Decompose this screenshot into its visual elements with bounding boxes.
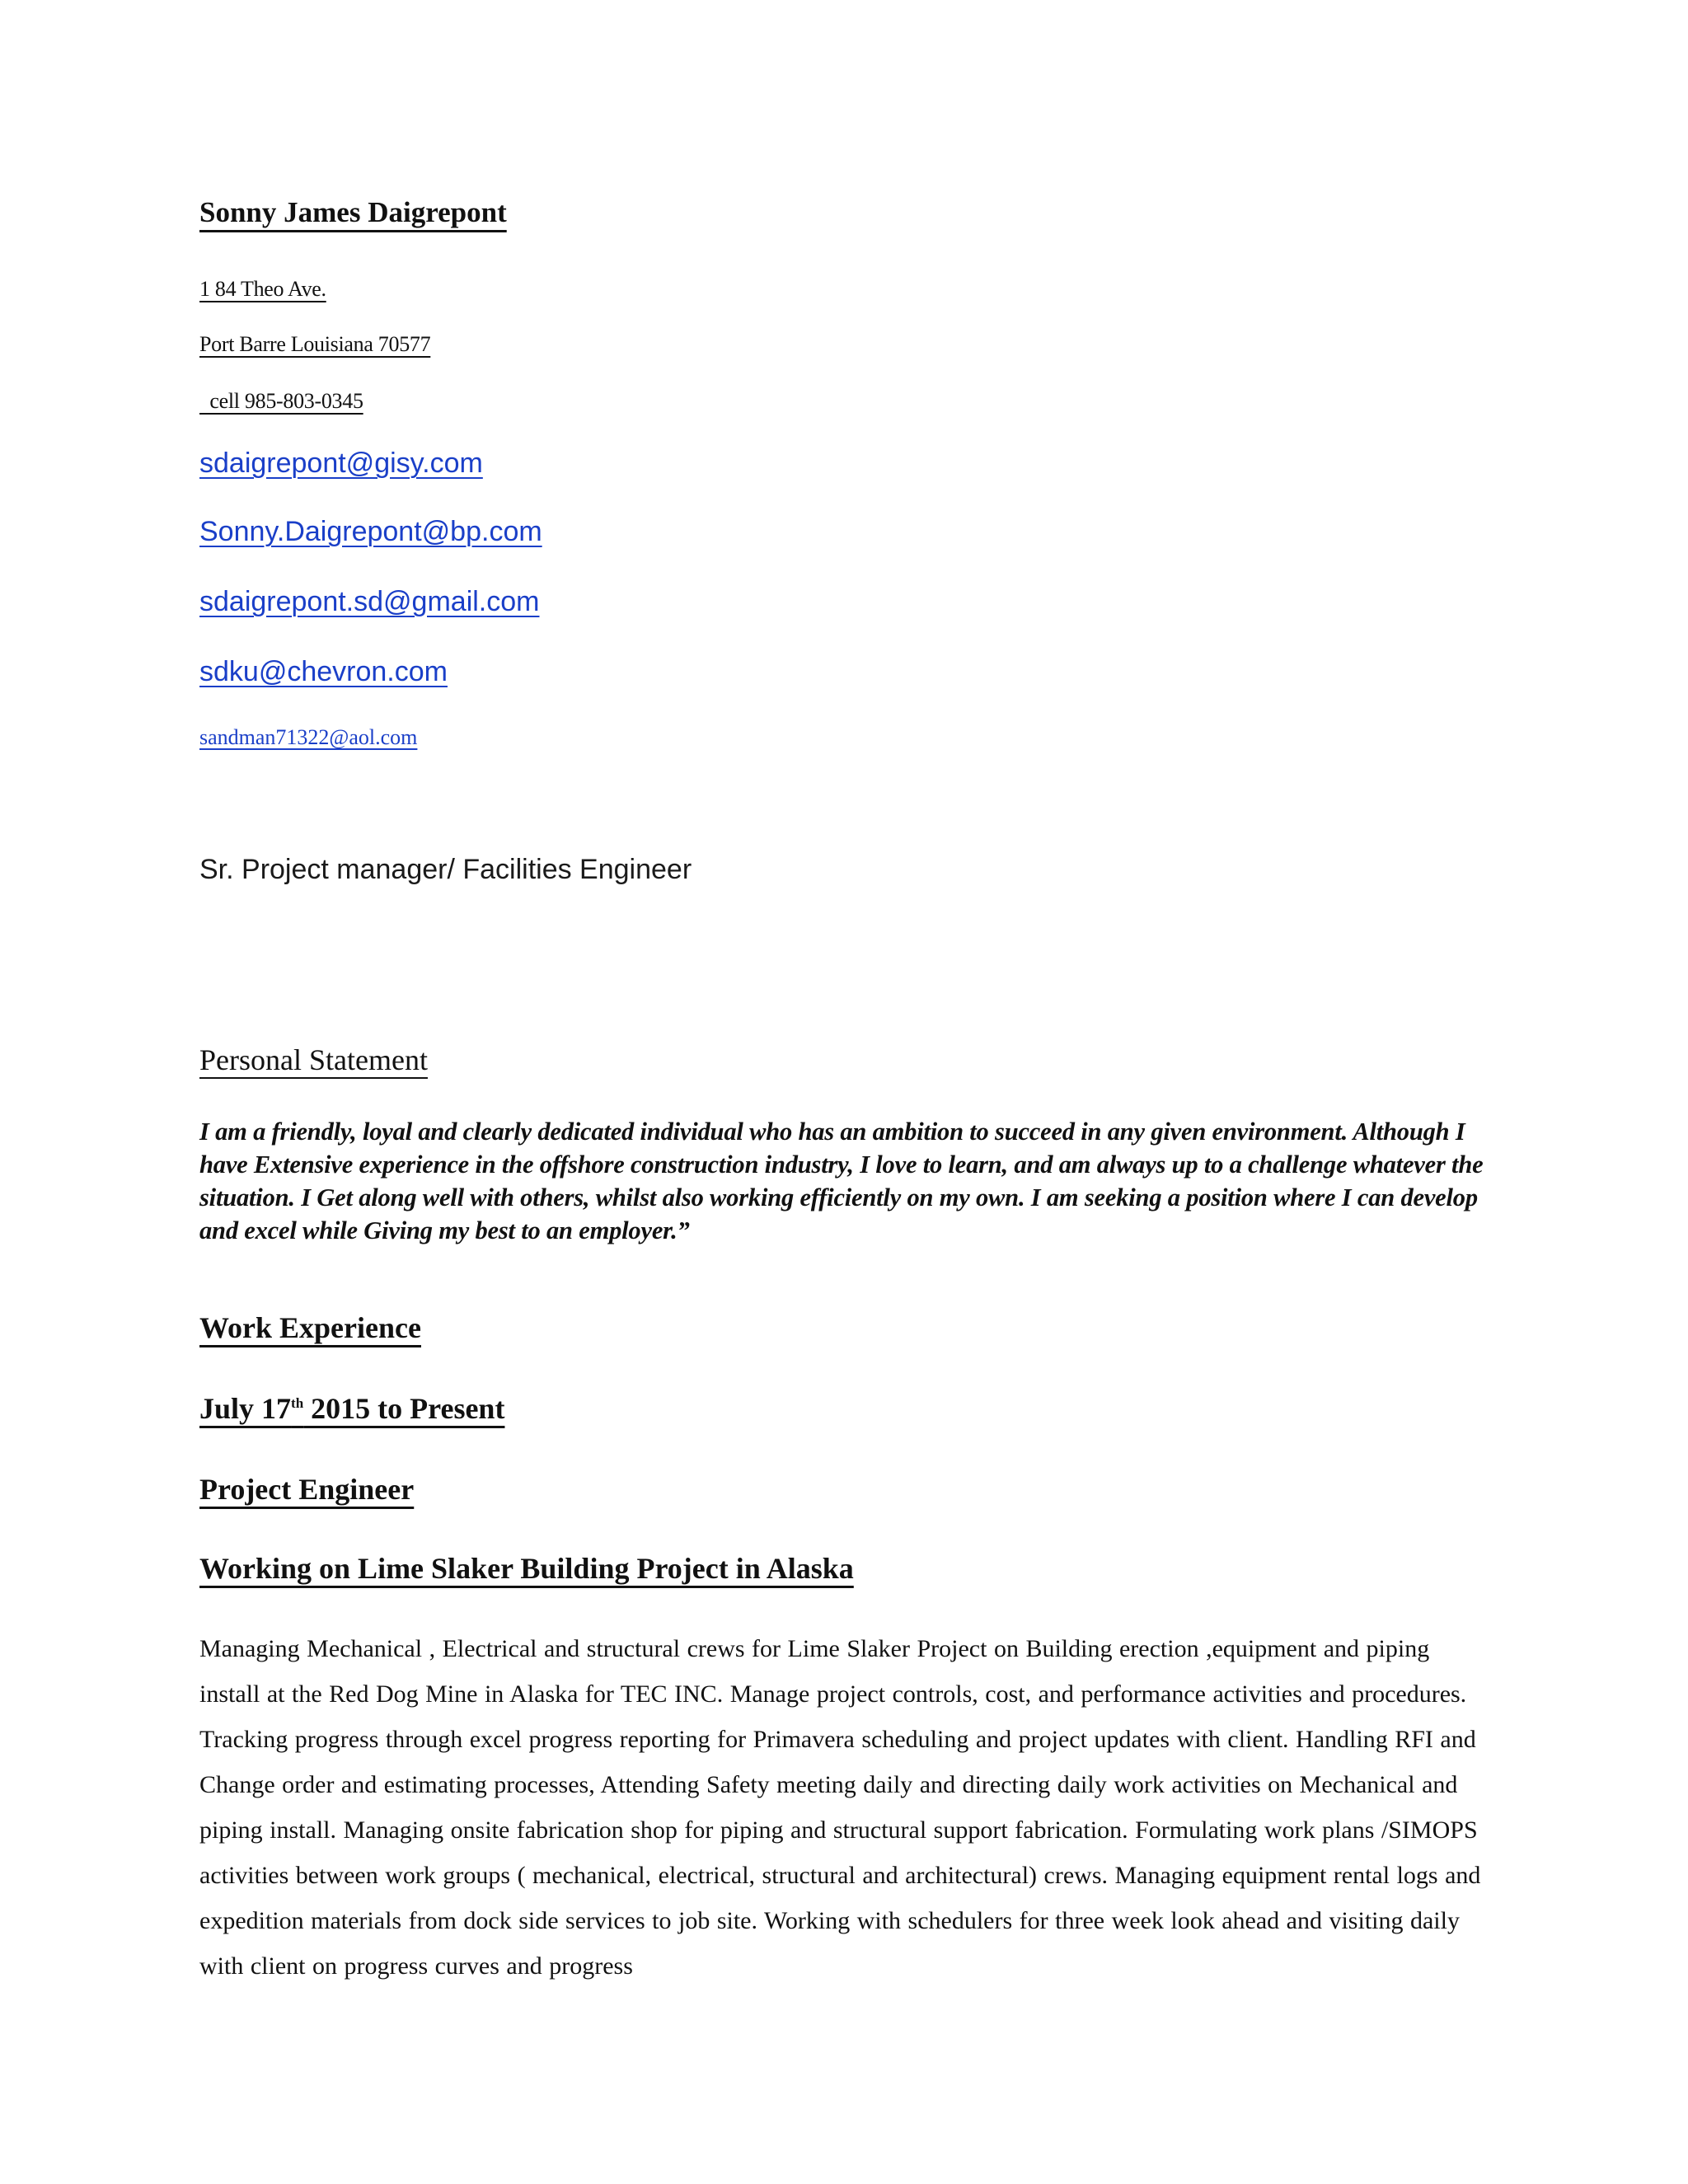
project-title: Working on Lime Slaker Building Project in Alaska [199,1552,854,1585]
employment-date-end: 2015 to Present [303,1392,505,1425]
address-street: 1 84 Theo Ave. [199,277,326,301]
address-city: Port Barre Louisiana 70577 [199,332,431,356]
email-link-gisy[interactable]: sdaigrepont@gisy.com [199,448,483,479]
role-title: Project Engineer [199,1473,415,1506]
email-link-chevron[interactable]: sdku@chevron.com [199,656,448,687]
applicant-name: Sonny James Daigrepont [199,196,507,228]
email-link-bp[interactable]: Sonny.Daigrepont@bp.com [199,516,542,547]
employment-date-start: July 17 [199,1392,292,1425]
email-link-aol[interactable]: sandman71322@aol.com [199,725,418,749]
job-description: Managing Mechanical , Electrical and structural crews for Lime Slaker Project on Building erection ,equipment and piping install at the Red Dog Mine in Alaska for TEC INC. Manage project controls, cost, and performance activities and procedures. Tracking progress through excel progress reporting for Primavera scheduling and project updates with client. Handling RFI and Change order and estimating processes, Attending Safety meeting daily and directing daily work activities on Mechanical and piping install. Managing onsite fabrication shop for piping and structural support fabrication. Formulating work plans /SIMOPS activities between work groups ( mechanical, electrical, structural and architectural) crews. Managing equipment rental logs and expedition materials from dock side services to job site. Working with schedulers for three week look ahead and visiting daily with client on progress curves and progress [199,1635,1481,1980]
employment-date-ordinal: th [291,1395,304,1411]
work-experience-heading: Work Experience [199,1311,421,1344]
personal-statement-text: I am a friendly, loyal and clearly dedicated individual who has an ambition to succeed in any given environment. Although I have Extensive experience in the offshore construction industry, I love to learn, and am always up to a challenge whatever the situation. I Get along well with others, whilst also working efficiently on my own. I am seeking a position where I can develop and excel while Giving my best to an employer.” [199,1118,1484,1244]
job-title: Sr. Project manager/ Facilities Engineer [199,854,692,885]
personal-statement-heading: Personal Statement [199,1043,428,1076]
email-link-gmail[interactable]: sdaigrepont.sd@gmail.com [199,586,540,617]
employment-date [199,1391,504,1426]
phone-number: cell 985-803-0345 [199,389,363,413]
